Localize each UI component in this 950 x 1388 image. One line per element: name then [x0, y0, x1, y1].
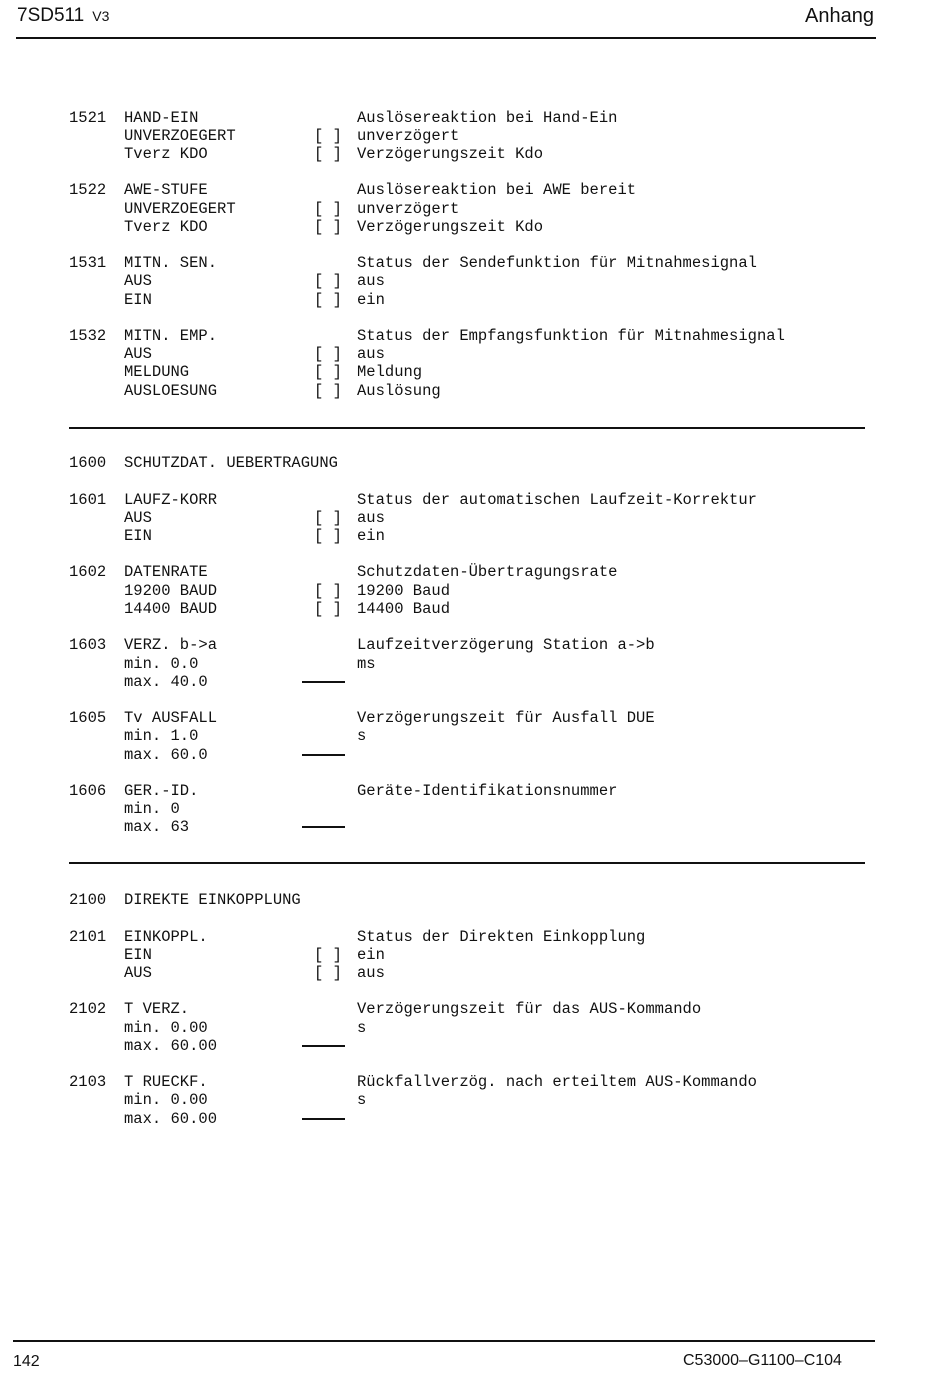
param-name: Tv AUSFALL [124, 709, 218, 727]
option-checkbox: [ ] [314, 600, 342, 618]
option-description: 19200 Baud [357, 582, 451, 600]
param-number: 2102 [69, 1000, 107, 1018]
product-name: 7SD511 [17, 5, 85, 26]
range-min: min. 0.00 [124, 1019, 208, 1037]
option-checkbox: [ ] [314, 582, 342, 600]
option-description: aus [357, 272, 385, 290]
param-name: AWE-STUFE [124, 181, 208, 199]
option-checkbox: [ ] [314, 363, 342, 381]
param-description: Status der Sendefunktion für Mitnahmesignal [357, 254, 757, 272]
range-max: max. 60.00 [124, 1037, 218, 1055]
param-description: Verzögerungszeit für das AUS-Kommando [357, 1000, 702, 1018]
param-description: Schutzdaten-Übertragungsrate [357, 563, 618, 581]
option-description: Auslösung [357, 382, 441, 400]
option-checkbox: [ ] [314, 200, 342, 218]
range-min: min. 0.00 [124, 1091, 208, 1109]
page-header-section: Anhang [805, 5, 874, 27]
param-description: Status der Empfangsfunktion für Mitnahmesignal [357, 327, 785, 345]
option-name: Tverz KDO [124, 145, 208, 163]
param-name: GER.-ID. [124, 782, 199, 800]
param-number: 1602 [69, 563, 107, 581]
param-name: HAND-EIN [124, 109, 199, 127]
value-entry-line [302, 826, 345, 828]
option-checkbox: [ ] [314, 946, 342, 964]
param-unit: s [357, 727, 367, 745]
option-name: AUS [124, 272, 152, 290]
param-number: 1603 [69, 636, 107, 654]
section-number: 2100 [69, 891, 107, 909]
option-name: 14400 BAUD [124, 600, 218, 618]
range-max: max. 60.0 [124, 746, 208, 764]
range-max: max. 40.0 [124, 673, 208, 691]
option-description: aus [357, 345, 385, 363]
option-description: Verzögerungszeit Kdo [357, 145, 544, 163]
section-divider [69, 427, 865, 429]
param-number: 1522 [69, 181, 107, 199]
option-description: aus [357, 964, 385, 982]
option-checkbox: [ ] [314, 272, 342, 290]
option-checkbox: [ ] [314, 382, 342, 400]
option-description: 14400 Baud [357, 600, 451, 618]
option-description: ein [357, 527, 385, 545]
document-number: C53000–G1100–C104 [683, 1352, 842, 1369]
option-description: unverzögert [357, 200, 460, 218]
option-name: 19200 BAUD [124, 582, 218, 600]
param-name: T VERZ. [124, 1000, 190, 1018]
header-rule [16, 37, 876, 39]
param-name: EINKOPPL. [124, 928, 208, 946]
param-name: DATENRATE [124, 563, 208, 581]
option-checkbox: [ ] [314, 345, 342, 363]
option-checkbox: [ ] [314, 218, 342, 236]
range-min: min. 0.0 [124, 655, 199, 673]
param-number: 1532 [69, 327, 107, 345]
section-title: SCHUTZDAT. UEBERTRAGUNG [124, 454, 338, 472]
range-max: max. 60.00 [124, 1110, 218, 1128]
param-number: 1606 [69, 782, 107, 800]
option-checkbox: [ ] [314, 509, 342, 527]
option-description: Verzögerungszeit Kdo [357, 218, 544, 236]
option-description: aus [357, 509, 385, 527]
option-checkbox: [ ] [314, 964, 342, 982]
option-checkbox: [ ] [314, 291, 342, 309]
option-checkbox: [ ] [314, 127, 342, 145]
param-description: Auslösereaktion bei AWE bereit [357, 181, 637, 199]
option-name: AUS [124, 509, 152, 527]
param-description: Status der automatischen Laufzeit-Korrektur [357, 491, 757, 509]
option-name: MELDUNG [124, 363, 190, 381]
param-number: 1601 [69, 491, 107, 509]
section-divider [69, 862, 865, 864]
option-name: EIN [124, 946, 152, 964]
param-number: 1521 [69, 109, 107, 127]
param-name: VERZ. b->a [124, 636, 218, 654]
footer-rule [13, 1340, 875, 1342]
value-entry-line [302, 754, 345, 756]
option-description: ein [357, 291, 385, 309]
value-entry-line [302, 1045, 345, 1047]
page-number: 142 [13, 1353, 40, 1370]
param-number: 1605 [69, 709, 107, 727]
param-description: Status der Direkten Einkopplung [357, 928, 646, 946]
param-unit: s [357, 1091, 367, 1109]
param-unit: s [357, 1019, 367, 1037]
param-number: 1531 [69, 254, 107, 272]
param-description: Geräte-Identifikationsnummer [357, 782, 618, 800]
param-description: Laufzeitverzögerung Station a->b [357, 636, 655, 654]
param-number: 2101 [69, 928, 107, 946]
param-description: Rückfallverzög. nach erteiltem AUS-Kommando [357, 1073, 757, 1091]
range-min: min. 0 [124, 800, 180, 818]
option-name: UNVERZOEGERT [124, 127, 236, 145]
option-name: EIN [124, 527, 152, 545]
param-description: Auslösereaktion bei Hand-Ein [357, 109, 618, 127]
option-checkbox: [ ] [314, 145, 342, 163]
range-min: min. 1.0 [124, 727, 199, 745]
option-checkbox: [ ] [314, 527, 342, 545]
param-name: LAUFZ-KORR [124, 491, 218, 509]
option-name: AUS [124, 345, 152, 363]
option-description: unverzögert [357, 127, 460, 145]
param-name: MITN. SEN. [124, 254, 218, 272]
page-header-product [17, 5, 109, 27]
option-description: ein [357, 946, 385, 964]
value-entry-line [302, 1118, 345, 1120]
section-title: DIREKTE EINKOPPLUNG [124, 891, 301, 909]
option-name: UNVERZOEGERT [124, 200, 236, 218]
param-name: T RUECKF. [124, 1073, 208, 1091]
range-max: max. 63 [124, 818, 190, 836]
option-name: AUS [124, 964, 152, 982]
param-description: Verzögerungszeit für Ausfall DUE [357, 709, 655, 727]
value-entry-line [302, 681, 345, 683]
option-name: AUSLOESUNG [124, 382, 218, 400]
product-version: V3 [92, 8, 110, 24]
option-name: Tverz KDO [124, 218, 208, 236]
option-description: Meldung [357, 363, 423, 381]
param-unit: ms [357, 655, 376, 673]
section-number: 1600 [69, 454, 107, 472]
param-number: 2103 [69, 1073, 107, 1091]
param-name: MITN. EMP. [124, 327, 218, 345]
option-name: EIN [124, 291, 152, 309]
